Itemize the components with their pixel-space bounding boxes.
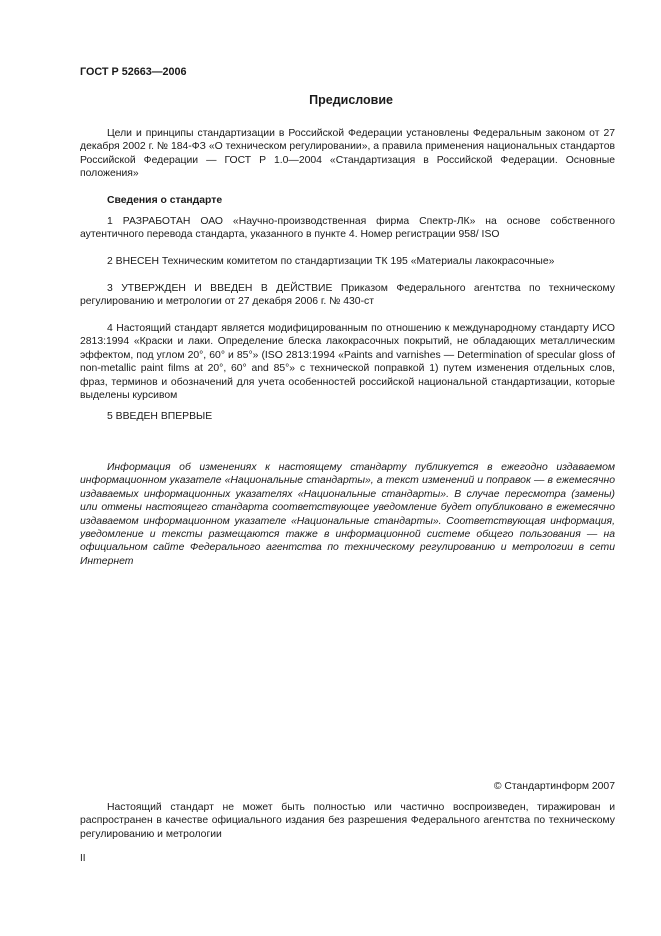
document-header: ГОСТ Р 52663—2006 bbox=[80, 66, 187, 78]
info-notice: Информация об изменениях к настоящему стандарту публикуется в ежегодно издаваемом информационном указателе «Национальные стандарты», а текст изменений и поправок — в ежемесячно издаваемых информационных указателях «Национальные стандарты». В случае пересмотра (замены) или отмены настоящего стандарта соответствующее уведомление будет опубликовано в ежемесячно издаваемом информационном указателе «Национальные стандарты». Соответствующая информация, уведомление и тексты размещаются также в информационной системе общего пользования — на официальном сайте Федерального агентства по техническому регулированию и метрологии в сети Интернет bbox=[80, 462, 615, 567]
page-title bbox=[80, 94, 615, 107]
section-subtitle: Сведения о стандарте bbox=[107, 195, 223, 206]
reproduction-notice: Настоящий стандарт не может быть полностью или частично воспроизведен, тиражирован и распространен в качестве официального издания без разрешения Федерального агентства по техническому регулированию и метрологии bbox=[80, 802, 615, 840]
item-5: 5 ВВЕДЕН ВПЕРВЫЕ bbox=[107, 411, 213, 422]
item-2: 2 ВНЕСЕН Техническим комитетом по стандартизации ТК 195 «Материалы лакокрасочные» bbox=[107, 256, 555, 267]
page-number: II bbox=[80, 853, 86, 864]
intro-paragraph: Цели и принципы стандартизации в Российской Федерации установлены Федеральным законом от 27 декабря 2002 г. № 184-ФЗ «О техническом регулировании», а правила применения национальных стандартов Российской Федерации — ГОСТ Р 1.0—2004 «Стандартизация в Российской Федерации. Основные положения» bbox=[80, 128, 615, 180]
item-1: 1 РАЗРАБОТАН ОАО «Научно-производственная фирма Спектр-ЛК» на основе собственного аутентичного перевода стандарта, указанного в пункте 4. Номер регистрации 958/ ISO bbox=[80, 216, 615, 241]
page-title-text: Предисловие bbox=[309, 93, 393, 107]
copyright: © Стандартинформ 2007 bbox=[493, 781, 615, 792]
item-3: 3 УТВЕРЖДЕН И ВВЕДЕН В ДЕЙСТВИЕ Приказом Федерального агентства по техническому регулированию и метрологии от 27 декабря 2006 г. № 430-ст bbox=[80, 283, 615, 308]
item-4: 4 Настоящий стандарт является модифицированным по отношению к международному стандарту ИСО 2813:1994 «Краски и лаки. Определение блеска лакокрасочных покрытий, не обладающих металлическим эффектом, под углом 20°, 60° и 85°» (ISO 2813:1994 «Paints and varnishes — Determination of specular gloss of non-metallic paint films at 20°, 60° and 85°» с технической поправкой 1) путем изменения отдельных слов, фраз, терминов и обозначений для учета особенностей российской национальной стандартизации, которые выделены курсивом bbox=[80, 323, 615, 402]
